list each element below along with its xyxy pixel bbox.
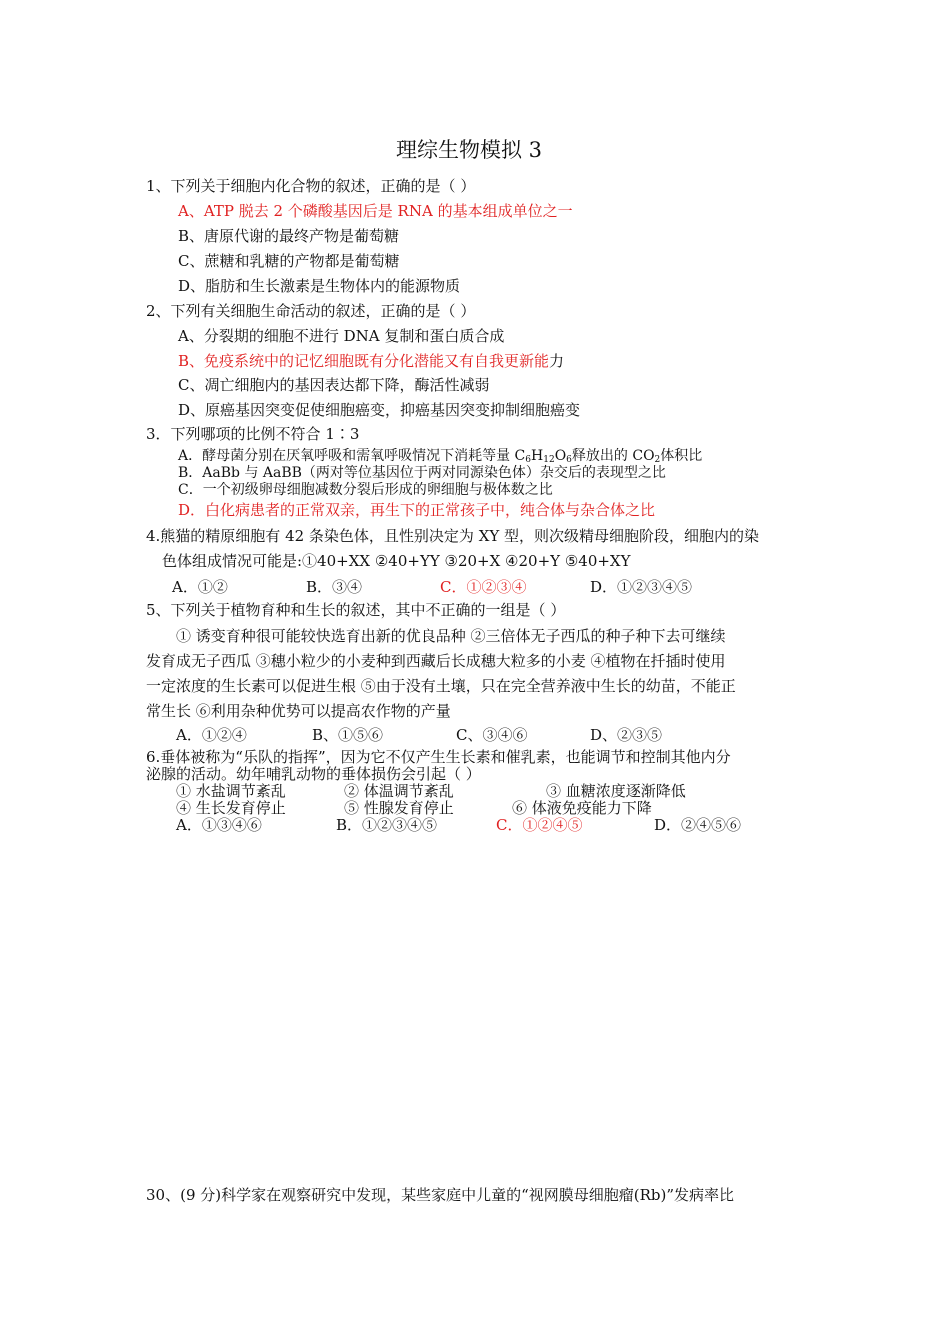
q4-option-d: D．①②③④⑤: [590, 578, 693, 596]
q1-option-c: C、蔗糖和乳糖的产物都是葡萄糖: [178, 252, 400, 270]
q2-stem: 2、下列有关细胞生命活动的叙述，正确的是（ ）: [146, 302, 476, 320]
q6-option-d: D．②④⑤⑥: [654, 816, 742, 834]
q2-option-b-tail: 力: [549, 352, 565, 370]
q6-item-5: ⑤ 性腺发育停止: [344, 799, 454, 817]
q6-item-1: ① 水盐调节紊乱: [176, 782, 286, 800]
q5-stem: 5、下列关于植物育种和生长的叙述，其中不正确的一组是（ ）: [146, 601, 566, 619]
q5-option-b: B、①⑤⑥: [312, 726, 384, 744]
q6-option-c: C．①②④⑤: [496, 816, 583, 834]
q5-option-c: C、③④⑥: [456, 726, 528, 744]
q4-option-b: B．③④: [306, 578, 363, 596]
page-title: 理综生物模拟 3: [396, 138, 543, 162]
q6-line-2: 泌腺的活动。幼年哺乳动物的垂体损伤会引起（ ）: [146, 765, 481, 783]
q6-item-3: ③ 血糖浓度逐渐降低: [546, 782, 686, 800]
q3-stem: 3．下列哪项的比例不符合 1∶3: [146, 425, 360, 443]
q2-option-a: A、分裂期的细胞不进行 DNA 复制和蛋白质合成: [178, 327, 505, 345]
q3-option-b: B．AaBb 与 AaBB（两对等位基因位于两对同源染色体）杂交后的表现型之比: [178, 465, 666, 481]
q6-item-4: ④ 生长发育停止: [176, 799, 286, 817]
q5-paragraph-4: 常生长 ⑥利用杂种优势可以提高农作物的产量: [146, 702, 451, 720]
q1-stem: 1、下列关于细胞内化合物的叙述，正确的是（ ）: [146, 177, 476, 195]
q6-option-b: B．①②③④⑤: [336, 816, 438, 834]
q3-option-d: D．白化病患者的正常双亲，再生下的正常孩子中，纯合体与杂合体之比: [178, 501, 656, 519]
q6-option-a: A．①③④⑥: [176, 816, 262, 834]
q30-line: 30、(9 分)科学家在观察研究中发现，某些家庭中儿童的“视网膜母细胞瘤(Rb)”发病率比: [146, 1186, 735, 1204]
q4-option-c: C．①②③④: [440, 578, 527, 596]
q1-option-a: A、ATP 脱去 2 个磷酸基因后是 RNA 的基本组成单位之一: [178, 202, 573, 220]
q2-option-d: D、原癌基因突变促使细胞癌变，抑癌基因突变抑制细胞癌变: [178, 401, 581, 419]
q5-paragraph-1: ① 诱变育种很可能较快选育出新的优良品种 ②三倍体无子西瓜的种子种下去可继续: [176, 627, 726, 645]
q5-option-d: D、②③⑤: [590, 726, 663, 744]
q2-option-b: [178, 351, 564, 371]
q6-item-2: ② 体温调节紊乱: [344, 782, 454, 800]
q4-option-a: A．①②: [172, 578, 228, 596]
q6-line-1: 6.垂体被称为“乐队的指挥”，因为它不仅产生生长素和催乳素，也能调节和控制其他内分: [146, 748, 731, 766]
q4-line-2: 色体组成情况可能是:①40+XX ②40+YY ③20+X ④20+Y ⑤40+XY: [162, 552, 631, 570]
q5-option-a: A．①②④: [176, 726, 247, 744]
q3-option-c: C．一个初级卵母细胞减数分裂后形成的卵细胞与极体数之比: [178, 482, 553, 498]
q1-option-b: B、唐原代谢的最终产物是葡萄糖: [178, 227, 400, 245]
q1-option-d: D、脂肪和生长激素是生物体内的能源物质: [178, 277, 461, 295]
q2-option-b-highlight: B、免疫系统中的记忆细胞既有分化潜能又有自我更新能: [178, 352, 550, 370]
q5-paragraph-3: 一定浓度的生长素可以促进生根 ⑤由于没有土壤，只在完全营养液中生长的幼苗，不能正: [146, 677, 736, 695]
q2-option-c: C、凋亡细胞内的基因表达都下降，酶活性减弱: [178, 376, 490, 394]
q4-line-1: 4.熊猫的精原细胞有 42 条染色体，且性别决定为 XY 型，则次级精母细胞阶段，细胞内的染: [146, 527, 760, 545]
q5-paragraph-2: 发育成无子西瓜 ③穗小粒少的小麦种到西藏后长成穗大粒多的小麦 ④植物在扦插时使用: [146, 652, 726, 670]
q6-item-6: ⑥ 体液免疫能力下降: [512, 799, 652, 817]
q3-option-a: A．酵母菌分别在厌氧呼吸和需氧呼吸情况下消耗等量 $C_6H_{12}O_6$释放出的 $CO_2$体积比: [178, 448, 703, 465]
